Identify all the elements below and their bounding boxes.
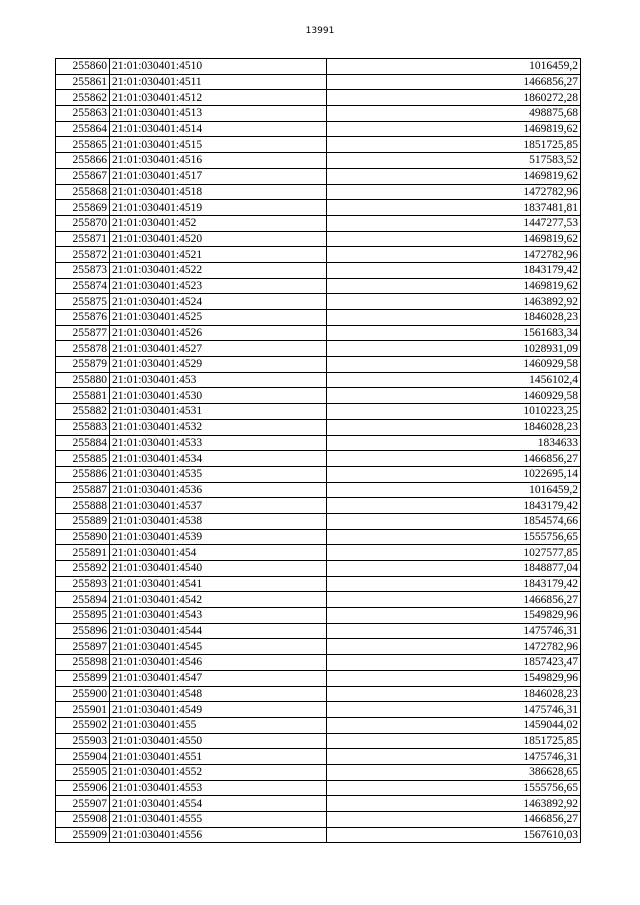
table-row [56,310,581,326]
cadastral-value-cell: 1843179,42 [327,498,581,514]
row-number-cell: 255877 [56,325,110,341]
cadastral-number-cell: 21:01:030401:4520 [110,231,327,247]
table-row [56,717,581,733]
table-row [56,168,581,184]
cadastral-value-table [55,58,581,843]
table-row [56,780,581,796]
cadastral-number-cell: 21:01:030401:4514 [110,121,327,137]
cadastral-value-cell: 1016459,2 [327,482,581,498]
cadastral-number-cell: 21:01:030401:4524 [110,294,327,310]
row-number-cell: 255868 [56,184,110,200]
table-row [56,231,581,247]
table-row [56,262,581,278]
cadastral-value-cell: 1469819,62 [327,121,581,137]
cadastral-value-cell: 1469819,62 [327,168,581,184]
row-number-cell: 255879 [56,357,110,373]
table-row [56,498,581,514]
cadastral-number-cell: 21:01:030401:4536 [110,482,327,498]
row-number-cell: 255896 [56,623,110,639]
cadastral-number-cell: 21:01:030401:4529 [110,357,327,373]
row-number-cell: 255886 [56,466,110,482]
table-row [56,153,581,169]
table-row [56,576,581,592]
table-row [56,623,581,639]
cadastral-value-cell: 1848877,04 [327,561,581,577]
cadastral-number-cell: 21:01:030401:4545 [110,639,327,655]
cadastral-value-cell: 1016459,2 [327,59,581,75]
table-row [56,670,581,686]
cadastral-number-cell: 21:01:030401:4523 [110,278,327,294]
row-number-cell: 255870 [56,215,110,231]
cadastral-value-cell: 1475746,31 [327,623,581,639]
row-number-cell: 255861 [56,74,110,90]
table-row [56,404,581,420]
table-row [56,121,581,137]
cadastral-number-cell: 21:01:030401:4554 [110,796,327,812]
row-number-cell: 255860 [56,59,110,75]
cadastral-value-cell: 1466856,27 [327,74,581,90]
row-number-cell: 255908 [56,812,110,828]
table-row [56,200,581,216]
cadastral-value-cell: 498875,68 [327,106,581,122]
cadastral-value-cell: 1027577,85 [327,545,581,561]
table-row [56,482,581,498]
cadastral-number-cell: 21:01:030401:454 [110,545,327,561]
cadastral-value-cell: 1857423,47 [327,655,581,671]
table-row [56,513,581,529]
cadastral-number-cell: 21:01:030401:4533 [110,435,327,451]
cadastral-value-cell: 1843179,42 [327,262,581,278]
cadastral-number-cell: 21:01:030401:4546 [110,655,327,671]
cadastral-number-cell: 21:01:030401:4517 [110,168,327,184]
cadastral-number-cell: 21:01:030401:4544 [110,623,327,639]
row-number-cell: 255907 [56,796,110,812]
cadastral-number-cell: 21:01:030401:4511 [110,74,327,90]
table-row [56,827,581,843]
table-row [56,184,581,200]
cadastral-value-cell: 1475746,31 [327,702,581,718]
table-row [56,466,581,482]
table-row [56,341,581,357]
cadastral-value-cell: 1472782,96 [327,639,581,655]
cadastral-value-cell: 1549829,96 [327,670,581,686]
cadastral-number-cell: 21:01:030401:4527 [110,341,327,357]
cadastral-value-cell: 1456102,4 [327,372,581,388]
cadastral-number-cell: 21:01:030401:4552 [110,764,327,780]
cadastral-value-cell: 1846028,23 [327,419,581,435]
cadastral-value-cell: 1469819,62 [327,231,581,247]
row-number-cell: 255901 [56,702,110,718]
row-number-cell: 255906 [56,780,110,796]
table-row [56,357,581,373]
cadastral-number-cell: 21:01:030401:4543 [110,608,327,624]
cadastral-number-cell: 21:01:030401:4510 [110,59,327,75]
cadastral-number-cell: 21:01:030401:4530 [110,388,327,404]
table-row [56,545,581,561]
table-row [56,592,581,608]
table-row [56,639,581,655]
cadastral-value-cell: 1567610,03 [327,827,581,843]
row-number-cell: 255863 [56,106,110,122]
cadastral-value-cell: 1447277,53 [327,215,581,231]
cadastral-number-cell: 21:01:030401:4548 [110,686,327,702]
table-row [56,294,581,310]
cadastral-value-cell: 1851725,85 [327,137,581,153]
row-number-cell: 255892 [56,561,110,577]
row-number-cell: 255909 [56,827,110,843]
row-number-cell: 255885 [56,451,110,467]
cadastral-number-cell: 21:01:030401:4555 [110,812,327,828]
table-row [56,702,581,718]
table-row [56,435,581,451]
cadastral-value-cell: 1460929,58 [327,388,581,404]
table-row [56,106,581,122]
row-number-cell: 255890 [56,529,110,545]
row-number-cell: 255897 [56,639,110,655]
row-number-cell: 255880 [56,372,110,388]
cadastral-value-cell: 1466856,27 [327,592,581,608]
table-row [56,529,581,545]
table-row [56,561,581,577]
table-row [56,451,581,467]
row-number-cell: 255875 [56,294,110,310]
row-number-cell: 255895 [56,608,110,624]
cadastral-number-cell: 21:01:030401:4525 [110,310,327,326]
cadastral-value-cell: 1463892,92 [327,796,581,812]
cadastral-value-cell: 1459044,02 [327,717,581,733]
table-row [56,59,581,75]
row-number-cell: 255864 [56,121,110,137]
cadastral-value-cell: 1843179,42 [327,576,581,592]
cadastral-value-cell: 1466856,27 [327,451,581,467]
row-number-cell: 255869 [56,200,110,216]
table-row [56,247,581,263]
cadastral-number-cell: 21:01:030401:4526 [110,325,327,341]
cadastral-number-cell: 21:01:030401:4538 [110,513,327,529]
table-row [56,278,581,294]
table-row [56,419,581,435]
cadastral-number-cell: 21:01:030401:4547 [110,670,327,686]
row-number-cell: 255862 [56,90,110,106]
cadastral-value-cell: 1460929,58 [327,357,581,373]
row-number-cell: 255903 [56,733,110,749]
cadastral-value-cell: 1549829,96 [327,608,581,624]
cadastral-number-cell: 21:01:030401:4535 [110,466,327,482]
table-row [56,137,581,153]
row-number-cell: 255893 [56,576,110,592]
cadastral-value-cell: 517583,52 [327,153,581,169]
cadastral-value-cell: 1860272,28 [327,90,581,106]
cadastral-value-cell: 1028931,09 [327,341,581,357]
cadastral-number-cell: 21:01:030401:4519 [110,200,327,216]
row-number-cell: 255872 [56,247,110,263]
cadastral-value-cell: 1475746,31 [327,749,581,765]
table-row [56,749,581,765]
cadastral-number-cell: 21:01:030401:4549 [110,702,327,718]
cadastral-number-cell: 21:01:030401:4541 [110,576,327,592]
cadastral-value-cell: 1022695,14 [327,466,581,482]
cadastral-value-cell: 1834633 [327,435,581,451]
row-number-cell: 255881 [56,388,110,404]
page-number: 13991 [305,26,335,36]
row-number-cell: 255873 [56,262,110,278]
row-number-cell: 255888 [56,498,110,514]
cadastral-number-cell: 21:01:030401:4516 [110,153,327,169]
cadastral-number-cell: 21:01:030401:4542 [110,592,327,608]
table-row [56,764,581,780]
table-row [56,90,581,106]
table-row [56,812,581,828]
cadastral-number-cell: 21:01:030401:4553 [110,780,327,796]
row-number-cell: 255891 [56,545,110,561]
cadastral-number-cell: 21:01:030401:4551 [110,749,327,765]
cadastral-number-cell: 21:01:030401:4522 [110,262,327,278]
cadastral-number-cell: 21:01:030401:4512 [110,90,327,106]
cadastral-number-cell: 21:01:030401:453 [110,372,327,388]
table-body [56,59,581,843]
row-number-cell: 255878 [56,341,110,357]
cadastral-number-cell: 21:01:030401:455 [110,717,327,733]
cadastral-value-cell: 1561683,34 [327,325,581,341]
cadastral-number-cell: 21:01:030401:4534 [110,451,327,467]
cadastral-number-cell: 21:01:030401:4540 [110,561,327,577]
row-number-cell: 255900 [56,686,110,702]
table-row [56,655,581,671]
cadastral-number-cell: 21:01:030401:4539 [110,529,327,545]
row-number-cell: 255898 [56,655,110,671]
row-number-cell: 255899 [56,670,110,686]
cadastral-number-cell: 21:01:030401:4556 [110,827,327,843]
cadastral-number-cell: 21:01:030401:4537 [110,498,327,514]
cadastral-value-cell: 1472782,96 [327,184,581,200]
cadastral-value-cell: 1846028,23 [327,310,581,326]
table-row [56,74,581,90]
cadastral-value-cell: 1010223,25 [327,404,581,420]
row-number-cell: 255876 [56,310,110,326]
cadastral-number-cell: 21:01:030401:4550 [110,733,327,749]
table-row [56,733,581,749]
cadastral-value-cell: 1466856,27 [327,812,581,828]
row-number-cell: 255905 [56,764,110,780]
cadastral-value-cell: 1555756,65 [327,780,581,796]
row-number-cell: 255889 [56,513,110,529]
row-number-cell: 255867 [56,168,110,184]
table-row [56,215,581,231]
cadastral-number-cell: 21:01:030401:4531 [110,404,327,420]
row-number-cell: 255871 [56,231,110,247]
cadastral-value-cell: 1854574,66 [327,513,581,529]
cadastral-value-cell: 1555756,65 [327,529,581,545]
cadastral-number-cell: 21:01:030401:4521 [110,247,327,263]
row-number-cell: 255902 [56,717,110,733]
row-number-cell: 255865 [56,137,110,153]
table-row [56,388,581,404]
cadastral-value-cell: 1469819,62 [327,278,581,294]
table-row [56,796,581,812]
row-number-cell: 255894 [56,592,110,608]
cadastral-number-cell: 21:01:030401:4515 [110,137,327,153]
row-number-cell: 255887 [56,482,110,498]
row-number-cell: 255874 [56,278,110,294]
row-number-cell: 255883 [56,419,110,435]
cadastral-number-cell: 21:01:030401:4518 [110,184,327,200]
cadastral-value-cell: 1846028,23 [327,686,581,702]
cadastral-value-cell: 1463892,92 [327,294,581,310]
table-row [56,608,581,624]
row-number-cell: 255904 [56,749,110,765]
table-row [56,686,581,702]
row-number-cell: 255866 [56,153,110,169]
cadastral-value-cell: 1851725,85 [327,733,581,749]
table-row [56,372,581,388]
cadastral-number-cell: 21:01:030401:4513 [110,106,327,122]
table-row [56,325,581,341]
cadastral-value-cell: 1837481,81 [327,200,581,216]
cadastral-number-cell: 21:01:030401:4532 [110,419,327,435]
cadastral-number-cell: 21:01:030401:452 [110,215,327,231]
row-number-cell: 255884 [56,435,110,451]
cadastral-value-cell: 1472782,96 [327,247,581,263]
cadastral-value-cell: 386628,65 [327,764,581,780]
row-number-cell: 255882 [56,404,110,420]
